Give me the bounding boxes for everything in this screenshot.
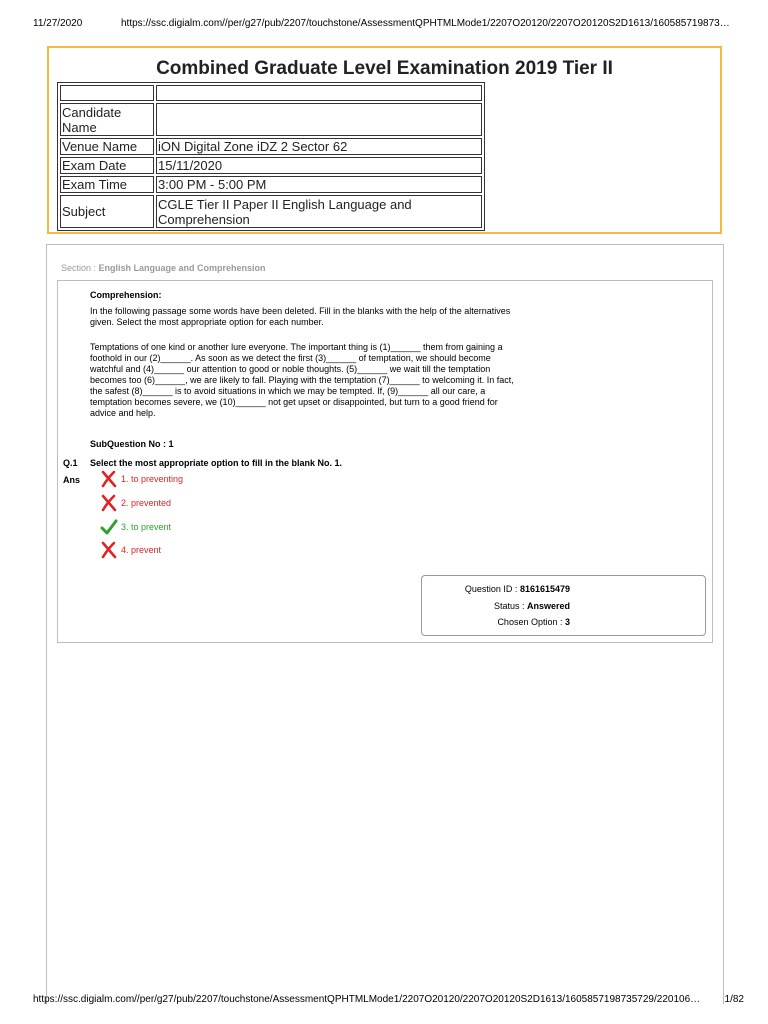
option-text: 2. prevented [121,498,172,508]
row-label: Subject [60,195,154,228]
exam-title: Combined Graduate Level Examination 2019 Tier II [156,58,613,79]
table-row [60,176,482,193]
question-text: Select the most appropriate option to fill in the blank No. 1. [90,458,343,468]
option-4 [100,541,161,559]
option-3 [100,518,171,536]
section-panel [46,244,724,1004]
print-url[interactable]: https://ssc.digialm.com//per/g27/pub/2207/touchstone/AssessmentQPHTMLMode1/2207O20120/2207O20120S2D1613/160585719873… [121,18,730,29]
question-id-row [422,584,570,594]
option-text: 1. to preventing [121,474,184,484]
chosen-option-label: Chosen Option : [497,617,565,627]
row-value: 15/11/2020 [156,157,482,174]
section-prefix: Section : [61,263,99,273]
option-text: 4. prevent [121,545,162,555]
answer-label: Ans [63,475,81,485]
footer-url[interactable]: https://ssc.digialm.com//per/g27/pub/2207/touchstone/AssessmentQPHTMLMode1/2207O20120/2207O20120S2D1613/1605857198735729/220106… [33,994,701,1005]
table-row [60,85,482,101]
subquestion-number: SubQuestion No : 1 [90,439,174,449]
chosen-option-value: 3 [564,617,570,627]
comprehension-title: Comprehension: [90,290,162,300]
row-value: iON Digital Zone iDZ 2 Sector 62 [156,138,482,155]
row-label: Exam Time [60,176,154,193]
comprehension-intro: In the following passage some words have been deleted. Fill in the blanks with the help of the alternatives given. Select the most appropriate option for each number. [90,306,511,327]
option-2 [100,494,171,512]
chosen-option-row [422,617,570,627]
status-value: Answered [526,601,570,611]
section-name: English Language and Comprehension [98,263,266,273]
print-header [33,18,744,29]
status-label: Status : [493,601,527,611]
row-value: 3:00 PM - 5:00 PM [156,176,482,193]
candidate-table [57,82,485,231]
option-text: 3. to prevent [121,522,172,532]
table-row [60,103,482,136]
question-frame [57,280,713,643]
question-number: Q.1 [63,458,78,468]
question-id-value: 8161615479 [519,584,570,594]
comprehension-passage: Temptations of one kind or another lure everyone. The important thing is (1)______ them from gaining a foothold in our (2)______. As soon as we detect the first (3)______ of temptation, we should become watchful and (4)______ our attention to good or noble thoughts. (5)______ we wait till the temptation becomes too (6)______, we are likely to fall. Playing with the temptation (7)______ to welcoming it. In fact, the safest (8)______ is to avoid situations in which we may be tempted. If, (9)______ all our care, a temptation becomes severe, we (10)______ not get upset or disappointed, but turn to a good friend for advice and help. [90,342,514,418]
table-row [60,195,482,228]
print-date: 11/27/2020 [33,18,83,29]
row-label [60,85,154,101]
exam-info-box [47,46,722,234]
row-label: Exam Date [60,157,154,174]
check-icon [100,518,118,536]
page-number: 1/82 [724,994,744,1005]
row-value: CGLE Tier II Paper II English Language and Comprehension [156,195,482,228]
print-footer [33,994,744,1005]
cross-icon [100,494,118,512]
row-label: Candidate Name [60,103,154,136]
question-id-label: Question ID : [464,584,520,594]
row-value [156,103,482,136]
table-row [60,157,482,174]
cross-icon [100,470,118,488]
option-1 [100,470,183,488]
table-row [60,138,482,155]
status-row [422,601,570,611]
row-value [156,85,482,101]
cross-icon [100,541,118,559]
row-label: Venue Name [60,138,154,155]
question-info-box [421,575,706,636]
section-label [61,263,266,273]
